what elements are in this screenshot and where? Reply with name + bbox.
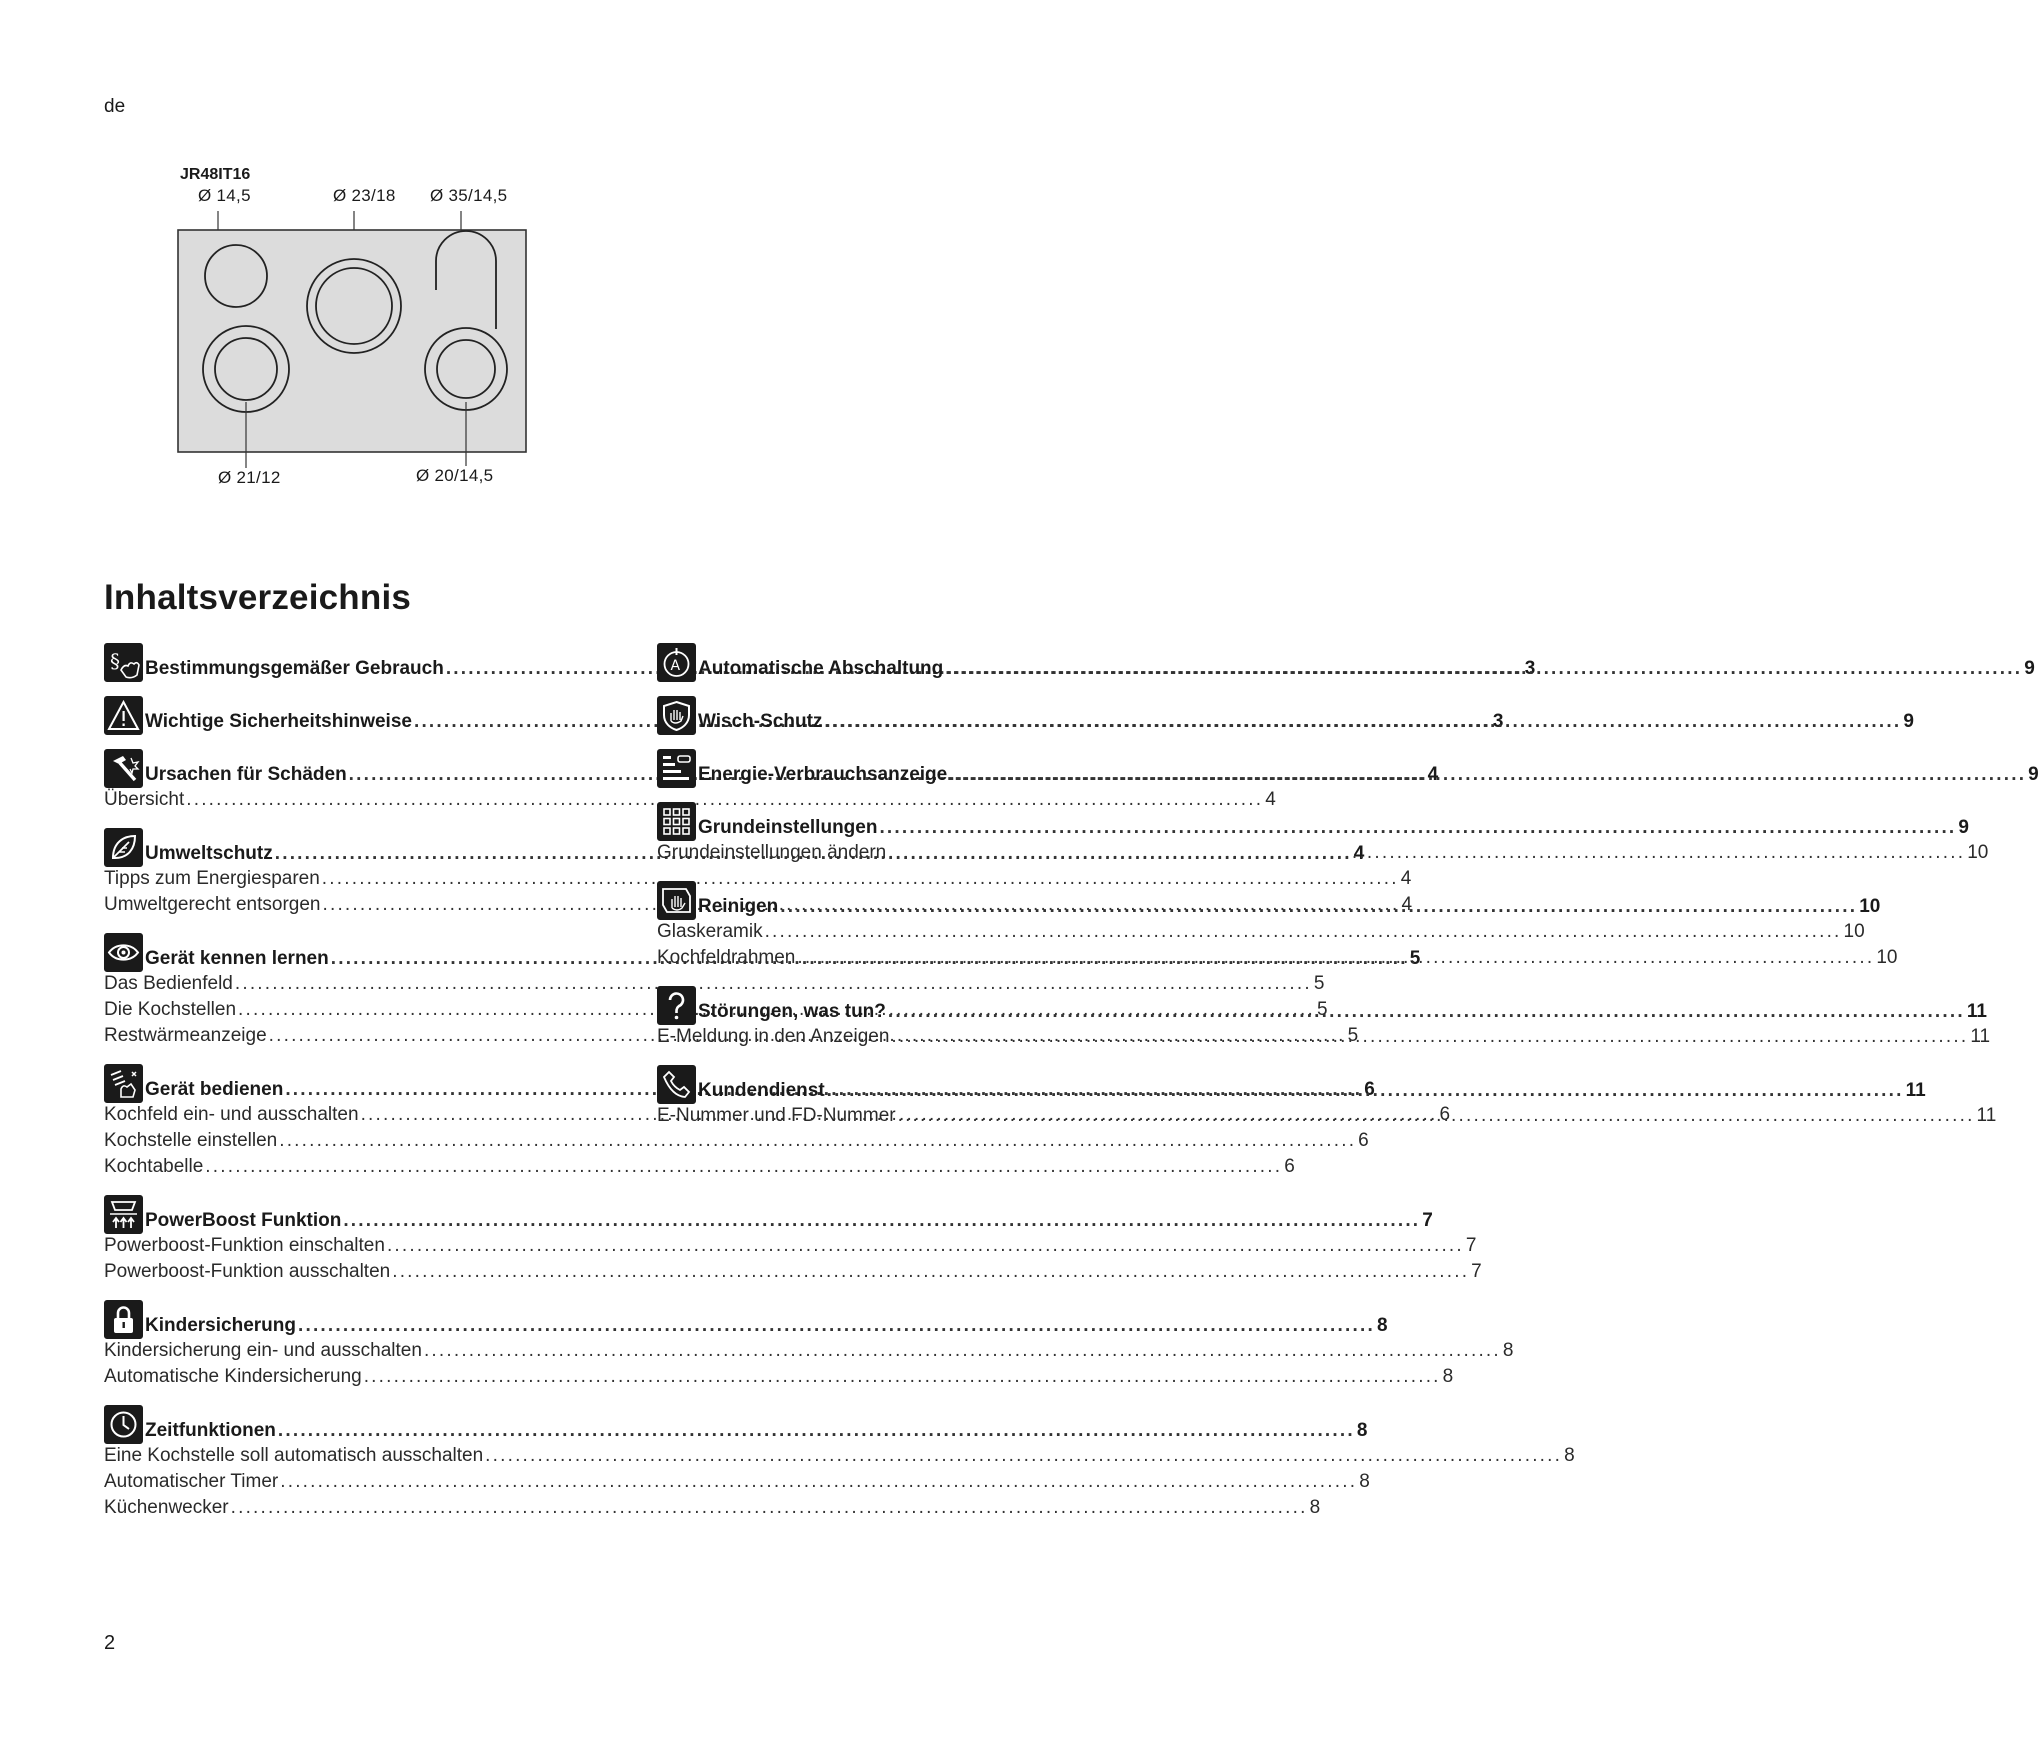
toc-entry-page: 3 bbox=[1492, 710, 1504, 732]
leaf-icon bbox=[104, 828, 143, 867]
toc-entry-title: Das Bedienfeld bbox=[104, 973, 233, 994]
toc-sub-entry[interactable] bbox=[104, 1497, 1321, 1523]
clock-icon bbox=[104, 1405, 143, 1444]
zone-label-front-left-small: Ø 14,5 bbox=[198, 186, 251, 205]
toc-entry-title: Zeitfunktionen bbox=[145, 1419, 276, 1441]
toc-entry-page: 6 bbox=[1439, 1104, 1451, 1125]
toc-main-entry[interactable] bbox=[145, 1198, 1433, 1232]
toc-entry-page: 4 bbox=[1401, 894, 1413, 915]
toc-main-entry[interactable] bbox=[698, 752, 2039, 786]
dot-leader bbox=[203, 1156, 1284, 1178]
toc-section-header bbox=[657, 985, 1987, 1026]
toc-entry-page: 10 bbox=[1843, 921, 1865, 942]
toc-entry-title: Wisch-Schutz bbox=[698, 710, 823, 732]
zone-label-left: Ø 21/12 bbox=[218, 468, 281, 487]
toc-entry-title: Wichtige Sicherheitshinweise bbox=[145, 710, 412, 732]
toc-column-right bbox=[657, 642, 2039, 1143]
model-number: JR48IT16 bbox=[180, 166, 251, 183]
toc-entry-page: 8 bbox=[1356, 1419, 1368, 1441]
toc-section-header bbox=[104, 1299, 1388, 1340]
toc-section-header bbox=[657, 642, 2035, 683]
toc-section-reinigen bbox=[657, 880, 1898, 973]
hand-control-icon bbox=[104, 1064, 143, 1103]
warning-triangle-icon bbox=[104, 696, 143, 735]
cooktop-diagram bbox=[178, 166, 538, 496]
toc-entry-title: Kundendienst bbox=[698, 1079, 825, 1101]
dot-leader bbox=[778, 896, 1859, 918]
toc-entry-page: 9 bbox=[2024, 657, 2035, 679]
toc-main-entry[interactable] bbox=[145, 1303, 1388, 1337]
toc-section-header bbox=[657, 801, 1969, 842]
toc-entry-page: 4 bbox=[1265, 789, 1276, 810]
toc-entry-title: Kochfeld ein- und ausschalten bbox=[104, 1104, 359, 1125]
toc-entry-page: 5 bbox=[1409, 947, 1421, 969]
toc-entry-page: 4 bbox=[1353, 842, 1365, 864]
safety-paragraph-icon bbox=[104, 643, 143, 682]
toc-section-energie-verbrauchsanzeige bbox=[657, 748, 2039, 789]
toc-entry-title: Kochstelle einstellen bbox=[104, 1130, 278, 1151]
powerboost-icon bbox=[104, 1195, 143, 1234]
toc-section-zeitfunktionen bbox=[104, 1404, 1575, 1523]
toc-sub-entry[interactable] bbox=[104, 868, 1412, 894]
lock-icon bbox=[104, 1300, 143, 1339]
toc-entry-page: 8 bbox=[1376, 1314, 1388, 1336]
toc-section-header bbox=[657, 880, 1881, 921]
toc-sub-entry[interactable] bbox=[104, 789, 1276, 815]
toc-main-entry[interactable] bbox=[698, 699, 1914, 733]
toc-sub-entry[interactable] bbox=[104, 1366, 1454, 1392]
dot-leader bbox=[825, 1080, 1906, 1102]
toc-entry-title: Kindersicherung ein- und ausschalten bbox=[104, 1340, 422, 1361]
toc-entry-page: 5 bbox=[1316, 999, 1328, 1020]
toc-main-entry[interactable] bbox=[698, 805, 1969, 839]
toc-section-header bbox=[657, 695, 1914, 736]
dot-leader bbox=[795, 947, 1876, 969]
toc-section-storungen-was-tun bbox=[657, 985, 1991, 1052]
toc-entry-title: PowerBoost Funktion bbox=[145, 1209, 342, 1231]
toc-entry-page: 5 bbox=[1347, 1025, 1359, 1046]
toc-entry-title: Gerät kennen lernen bbox=[145, 947, 329, 969]
toc-entry-title: Reinigen bbox=[698, 895, 779, 917]
toc-entry-page: 11 bbox=[1966, 1000, 1987, 1022]
toc-entry-page: 5 bbox=[1313, 973, 1325, 994]
toc-entry-page: 6 bbox=[1358, 1130, 1369, 1151]
page-number: 2 bbox=[104, 1632, 116, 1654]
toc-section-kundendienst bbox=[657, 1064, 1997, 1131]
dot-leader bbox=[276, 1420, 1357, 1442]
toc-entry-page: 4 bbox=[1427, 763, 1439, 785]
dot-leader bbox=[763, 921, 1844, 943]
toc-entry-page: 10 bbox=[1967, 842, 1989, 863]
toc-entry-title: Automatische Abschaltung bbox=[698, 657, 944, 679]
toc-entry-page: 9 bbox=[1958, 816, 1969, 838]
toc-entry-title: Eine Kochstelle soll automatisch ausschalten bbox=[104, 1445, 484, 1466]
toc-entry-title: Restwärmeanzeige bbox=[104, 1025, 267, 1046]
toc-sub-entry[interactable] bbox=[104, 1156, 1295, 1182]
toc-sub-entry[interactable] bbox=[657, 1026, 1991, 1052]
toc-entry-page: 4 bbox=[1400, 868, 1412, 889]
question-icon bbox=[657, 986, 696, 1025]
toc-entry-page: 8 bbox=[1564, 1445, 1575, 1466]
dot-leader bbox=[229, 1497, 1310, 1519]
toc-sub-entry[interactable] bbox=[104, 1471, 1370, 1497]
dot-leader bbox=[877, 817, 1958, 839]
toc-entry-title: Energie-Verbrauchsanzeige bbox=[698, 763, 948, 785]
toc-entry-page: 11 bbox=[1970, 1026, 1991, 1047]
toc-entry-page: 7 bbox=[1422, 1209, 1433, 1231]
auto-shutoff-icon bbox=[657, 643, 696, 682]
toc-entry-title: Powerboost-Funktion einschalten bbox=[104, 1235, 385, 1256]
toc-entry-page: 8 bbox=[1442, 1366, 1454, 1387]
toc-main-entry[interactable] bbox=[698, 884, 1880, 918]
hammer-icon bbox=[104, 749, 143, 788]
toc-entry-page: 10 bbox=[1859, 895, 1881, 917]
toc-sub-entry[interactable] bbox=[104, 1340, 1514, 1366]
toc-entry-title: Grundeinstellungen ändern bbox=[657, 842, 887, 863]
toc-entry-title: Ursachen für Schäden bbox=[145, 763, 347, 785]
toc-entry-page: 7 bbox=[1465, 1235, 1477, 1256]
dot-leader bbox=[943, 658, 2024, 680]
toc-entry-title: Störungen, was tun? bbox=[698, 1000, 886, 1022]
wipe-protection-icon bbox=[657, 696, 696, 735]
toc-entry-page: 3 bbox=[1524, 657, 1536, 679]
toc-section-header bbox=[657, 1064, 1926, 1105]
toc-section-grundeinstellungen bbox=[657, 801, 1989, 868]
toc-entry-page: 11 bbox=[1905, 1079, 1926, 1101]
toc-section-header bbox=[104, 1404, 1368, 1445]
zone-label-extended: Ø 35/14,5 bbox=[430, 186, 508, 205]
toc-entry-page: 6 bbox=[1364, 1078, 1375, 1100]
dot-leader bbox=[896, 1105, 1977, 1127]
toc-main-entry[interactable] bbox=[145, 1408, 1367, 1442]
toc-entry-page: 7 bbox=[1471, 1261, 1482, 1282]
toc-entry-title: E-Nummer und FD-Nummer bbox=[657, 1105, 896, 1126]
dot-leader bbox=[886, 842, 1967, 864]
toc-entry-page: 9 bbox=[2028, 763, 2039, 785]
toc-entry-page: 11 bbox=[1976, 1105, 1997, 1126]
toc-entry-title: Powerboost-Funktion ausschalten bbox=[104, 1261, 391, 1282]
dot-leader bbox=[483, 1445, 1564, 1467]
toc-entry-page: 10 bbox=[1876, 947, 1898, 968]
toc-sub-entry[interactable] bbox=[657, 842, 1989, 868]
svg-text:§: § bbox=[110, 649, 120, 673]
toc-sub-entry[interactable] bbox=[104, 973, 1325, 999]
toc-entry-page: 6 bbox=[1284, 1156, 1295, 1177]
toc-entry-title: Bestimmungsgemäßer Gebrauch bbox=[145, 657, 444, 679]
toc-entry-title: Glaskeramik bbox=[657, 921, 763, 942]
toc-entry-page: 8 bbox=[1359, 1471, 1370, 1492]
toc-entry-title: E-Meldung in den Anzeigen bbox=[657, 1026, 890, 1047]
toc-sub-entry[interactable] bbox=[657, 947, 1898, 973]
toc-entry-title: Küchenwecker bbox=[104, 1497, 229, 1518]
toc-sub-entry[interactable] bbox=[657, 1105, 1997, 1131]
toc-sub-entry[interactable] bbox=[104, 1130, 1369, 1156]
energy-bars-icon bbox=[657, 749, 696, 788]
toc-entry-page: 8 bbox=[1502, 1340, 1514, 1361]
dot-leader bbox=[385, 1235, 1466, 1257]
eye-icon bbox=[104, 933, 143, 972]
toc-section-header bbox=[104, 1194, 1433, 1235]
toc-sub-entry[interactable] bbox=[104, 1235, 1477, 1261]
toc-entry-title: Grundeinstellungen bbox=[698, 816, 878, 838]
settings-grid-icon bbox=[657, 802, 696, 841]
toc-entry-page: 9 bbox=[1903, 710, 1914, 732]
toc-entry-title: Automatische Kindersicherung bbox=[104, 1366, 362, 1387]
toc-sub-entry[interactable] bbox=[657, 921, 1865, 947]
language-code: de bbox=[104, 96, 126, 117]
cooktop-drawing bbox=[178, 166, 538, 496]
toc-section-powerboost-funktion bbox=[104, 1194, 1482, 1287]
toc-entry-title: Umweltgerecht entsorgen bbox=[104, 894, 321, 915]
svg-text:A: A bbox=[670, 658, 681, 674]
phone-icon bbox=[657, 1065, 696, 1104]
toc-section-kindersicherung bbox=[104, 1299, 1514, 1392]
dot-leader bbox=[390, 1261, 1471, 1283]
toc-entry-title: Umweltschutz bbox=[145, 842, 273, 864]
toc-section-automatische-abschaltung bbox=[657, 642, 2035, 683]
dot-leader bbox=[341, 1210, 1422, 1232]
dot-leader bbox=[947, 764, 2028, 786]
dot-leader bbox=[886, 1001, 1967, 1023]
zone-label-center: Ø 23/18 bbox=[333, 186, 396, 205]
toc-entry-title: Kochfeldrahmen bbox=[657, 947, 796, 968]
toc-entry-title: Kindersicherung bbox=[145, 1314, 296, 1336]
toc-entry-title: Die Kochstellen bbox=[104, 999, 237, 1020]
toc-sub-entry[interactable] bbox=[104, 1261, 1482, 1287]
toc-main-entry[interactable] bbox=[698, 1068, 1926, 1102]
toc-heading: Inhaltsverzeichnis bbox=[104, 578, 412, 617]
toc-section-header bbox=[657, 748, 2039, 789]
cleaning-icon bbox=[657, 881, 696, 920]
toc-entry-title: Gerät bedienen bbox=[145, 1078, 284, 1100]
dot-leader bbox=[362, 1366, 1443, 1388]
dot-leader bbox=[422, 1340, 1503, 1362]
dot-leader bbox=[889, 1026, 1970, 1048]
toc-main-entry[interactable] bbox=[698, 646, 2035, 680]
toc-entry-page: 8 bbox=[1309, 1497, 1321, 1518]
toc-main-entry[interactable] bbox=[698, 989, 1987, 1023]
dot-leader bbox=[296, 1315, 1377, 1337]
dot-leader bbox=[278, 1471, 1359, 1493]
toc-entry-title: Übersicht bbox=[104, 789, 185, 810]
toc-entry-title: Kochtabelle bbox=[104, 1156, 204, 1177]
toc-entry-title: Tipps zum Energiesparen bbox=[104, 868, 320, 889]
toc-sub-entry[interactable] bbox=[104, 1445, 1575, 1471]
toc-section-wisch-schutz bbox=[657, 695, 1914, 736]
dot-leader bbox=[822, 711, 1903, 733]
zone-label-right: Ø 20/14,5 bbox=[416, 466, 494, 485]
toc-entry-title: Automatischer Timer bbox=[104, 1471, 279, 1492]
